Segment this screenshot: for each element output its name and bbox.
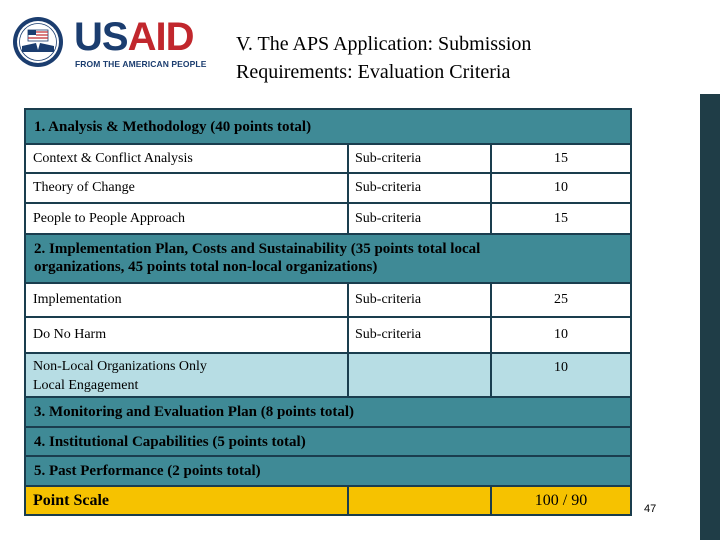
slide-title-line1: V. The APS Application: Submission	[236, 33, 532, 55]
criterion-name: Do No Harm	[26, 318, 347, 352]
criterion-points: 25	[492, 284, 630, 316]
section-2-header	[26, 235, 630, 282]
criterion-name: People to People Approach	[26, 204, 347, 233]
criterion-type: Sub-criteria	[349, 174, 490, 202]
slide-title	[236, 30, 656, 86]
section-3-header: 3. Monitoring and Evaluation Plan (8 points total)	[26, 398, 630, 426]
criterion-points: 15	[492, 204, 630, 233]
evaluation-criteria-table	[24, 108, 632, 516]
section-2-header-line2: organizations, 45 points total non-local organizations)	[34, 259, 378, 275]
nonlocal-criterion-cell	[26, 354, 347, 396]
usaid-wordmark: USAID	[74, 15, 194, 59]
slide-title-line2: Requirements: Evaluation Criteria	[236, 61, 511, 83]
section-5-header: 5. Past Performance (2 points total)	[26, 457, 630, 485]
criterion-type: Sub-criteria	[349, 204, 490, 233]
criterion-points: 15	[492, 145, 630, 172]
usaid-logo	[10, 14, 210, 76]
section-2-header-line1: 2. Implementation Plan, Costs and Sustainability (35 points total local	[34, 241, 481, 257]
page-number: 47	[644, 503, 657, 515]
nonlocal-label: Non-Local Organizations Only	[33, 359, 207, 374]
point-scale-blank	[349, 487, 490, 514]
criterion-type: Sub-criteria	[349, 145, 490, 172]
criterion-name: Theory of Change	[26, 174, 347, 202]
nonlocal-type-cell	[349, 354, 490, 396]
section-1-header: 1. Analysis & Methodology (40 points total)	[26, 110, 630, 143]
criterion-type: Sub-criteria	[349, 284, 490, 316]
criterion-type: Sub-criteria	[349, 318, 490, 352]
criterion-points: 10	[492, 174, 630, 202]
side-decoration-strip	[700, 94, 720, 540]
criterion-points: 10	[492, 354, 630, 396]
section-4-header: 4. Institutional Capabilities (5 points total)	[26, 428, 630, 455]
criterion-points: 10	[492, 318, 630, 352]
criterion-name: Context & Conflict Analysis	[26, 145, 347, 172]
usaid-tagline: FROM THE AMERICAN PEOPLE	[75, 59, 207, 69]
point-scale-value: 100 / 90	[492, 487, 630, 514]
point-scale-label: Point Scale	[26, 487, 347, 514]
criterion-name: Implementation	[26, 284, 347, 316]
criterion-name: Local Engagement	[33, 378, 139, 393]
usaid-seal-icon	[12, 16, 64, 68]
